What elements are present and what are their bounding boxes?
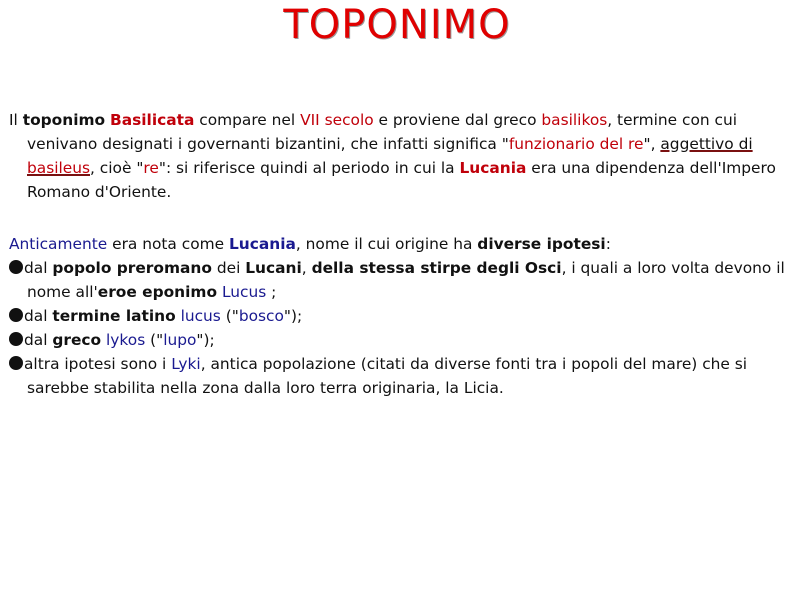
- bullet-icon: [9, 356, 23, 370]
- term-lucania: Lucania: [459, 159, 527, 177]
- text-span: ;: [266, 283, 277, 301]
- text-span: era una dipendenza dell'Impero Romano d'Oriente.: [27, 159, 776, 201]
- text-span: ");: [196, 331, 215, 349]
- text-span: dal: [24, 307, 53, 325]
- term-lupo: lupo: [163, 331, 197, 349]
- term-re: re: [143, 159, 159, 177]
- term-bosco: bosco: [238, 307, 284, 325]
- text-span: compare nel: [194, 111, 301, 129]
- term-lykos: lykos: [106, 331, 146, 349]
- page-title: TOPONIMO: [283, 2, 511, 48]
- paragraph-etymology: [9, 108, 794, 204]
- text-span: (": [220, 307, 239, 325]
- term-osci: della stessa stirpe degli Osci: [311, 259, 562, 277]
- term-funzionario-del-re: funzionario del re: [508, 135, 644, 153]
- text-span: ,: [301, 259, 312, 277]
- text-span: :: [605, 235, 611, 253]
- text-span: dal: [24, 259, 53, 277]
- text-span: , antica popolazione (citati da diverse fonti tra i popoli del mare) che si sarebbe stabilita nella zona dalla loro terra originaria, la Licia.: [27, 355, 748, 397]
- term-basileus: basileus: [27, 159, 91, 177]
- text-span: ": si riferisce quindi al periodo in cui la: [158, 159, 460, 177]
- term-diverse-ipotesi: diverse ipotesi: [477, 235, 606, 253]
- hypotheses-intro: [9, 232, 787, 256]
- text-span: ");: [283, 307, 303, 325]
- term-basilikos: basilikos: [541, 111, 608, 129]
- list-item: [9, 352, 787, 400]
- text-span: era nota come: [107, 235, 229, 253]
- text-span: dal: [24, 331, 53, 349]
- text-span: , termine con cui venivano designati i governanti bizantini, che infatti significa ": [27, 111, 738, 153]
- term-lucania: Lucania: [229, 235, 296, 253]
- paragraph-hypotheses: [9, 232, 787, 400]
- term-vii-secolo: VII secolo: [300, 111, 374, 129]
- list-item: [9, 304, 787, 328]
- bullet-icon: [9, 308, 23, 322]
- term-lucus-latino: lucus: [180, 307, 221, 325]
- text-span: altra ipotesi sono i: [24, 355, 172, 373]
- term-eroe-eponimo: eroe eponimo: [97, 283, 218, 301]
- text-span: , nome il cui origine ha: [295, 235, 478, 253]
- list-item: [9, 256, 787, 304]
- term-basilicata: Basilicata: [110, 111, 195, 129]
- term-aggettivo-di: aggettivo di: [660, 135, 753, 153]
- text-span: e proviene dal greco: [373, 111, 542, 129]
- term-anticamente: Anticamente: [9, 235, 108, 253]
- bullet-icon: [9, 260, 23, 274]
- term-lucani: Lucani: [245, 259, 302, 277]
- text-span: , i quali a loro volta devono il nome all': [27, 259, 785, 301]
- text-span: , cioè ": [90, 159, 144, 177]
- text-span: ",: [643, 135, 661, 153]
- term-popolo-preromano: popolo preromano: [52, 259, 212, 277]
- term-lyki: Lyki: [171, 355, 201, 373]
- term-termine-latino: termine latino: [52, 307, 176, 325]
- text-span: dei: [211, 259, 246, 277]
- term-toponimo: toponimo: [22, 111, 106, 129]
- list-item: [9, 328, 787, 352]
- bullet-icon: [9, 332, 23, 346]
- text-span: (": [145, 331, 164, 349]
- term-lucus: Lucus: [221, 283, 267, 301]
- term-greco: greco: [52, 331, 102, 349]
- text-span: Il: [9, 111, 23, 129]
